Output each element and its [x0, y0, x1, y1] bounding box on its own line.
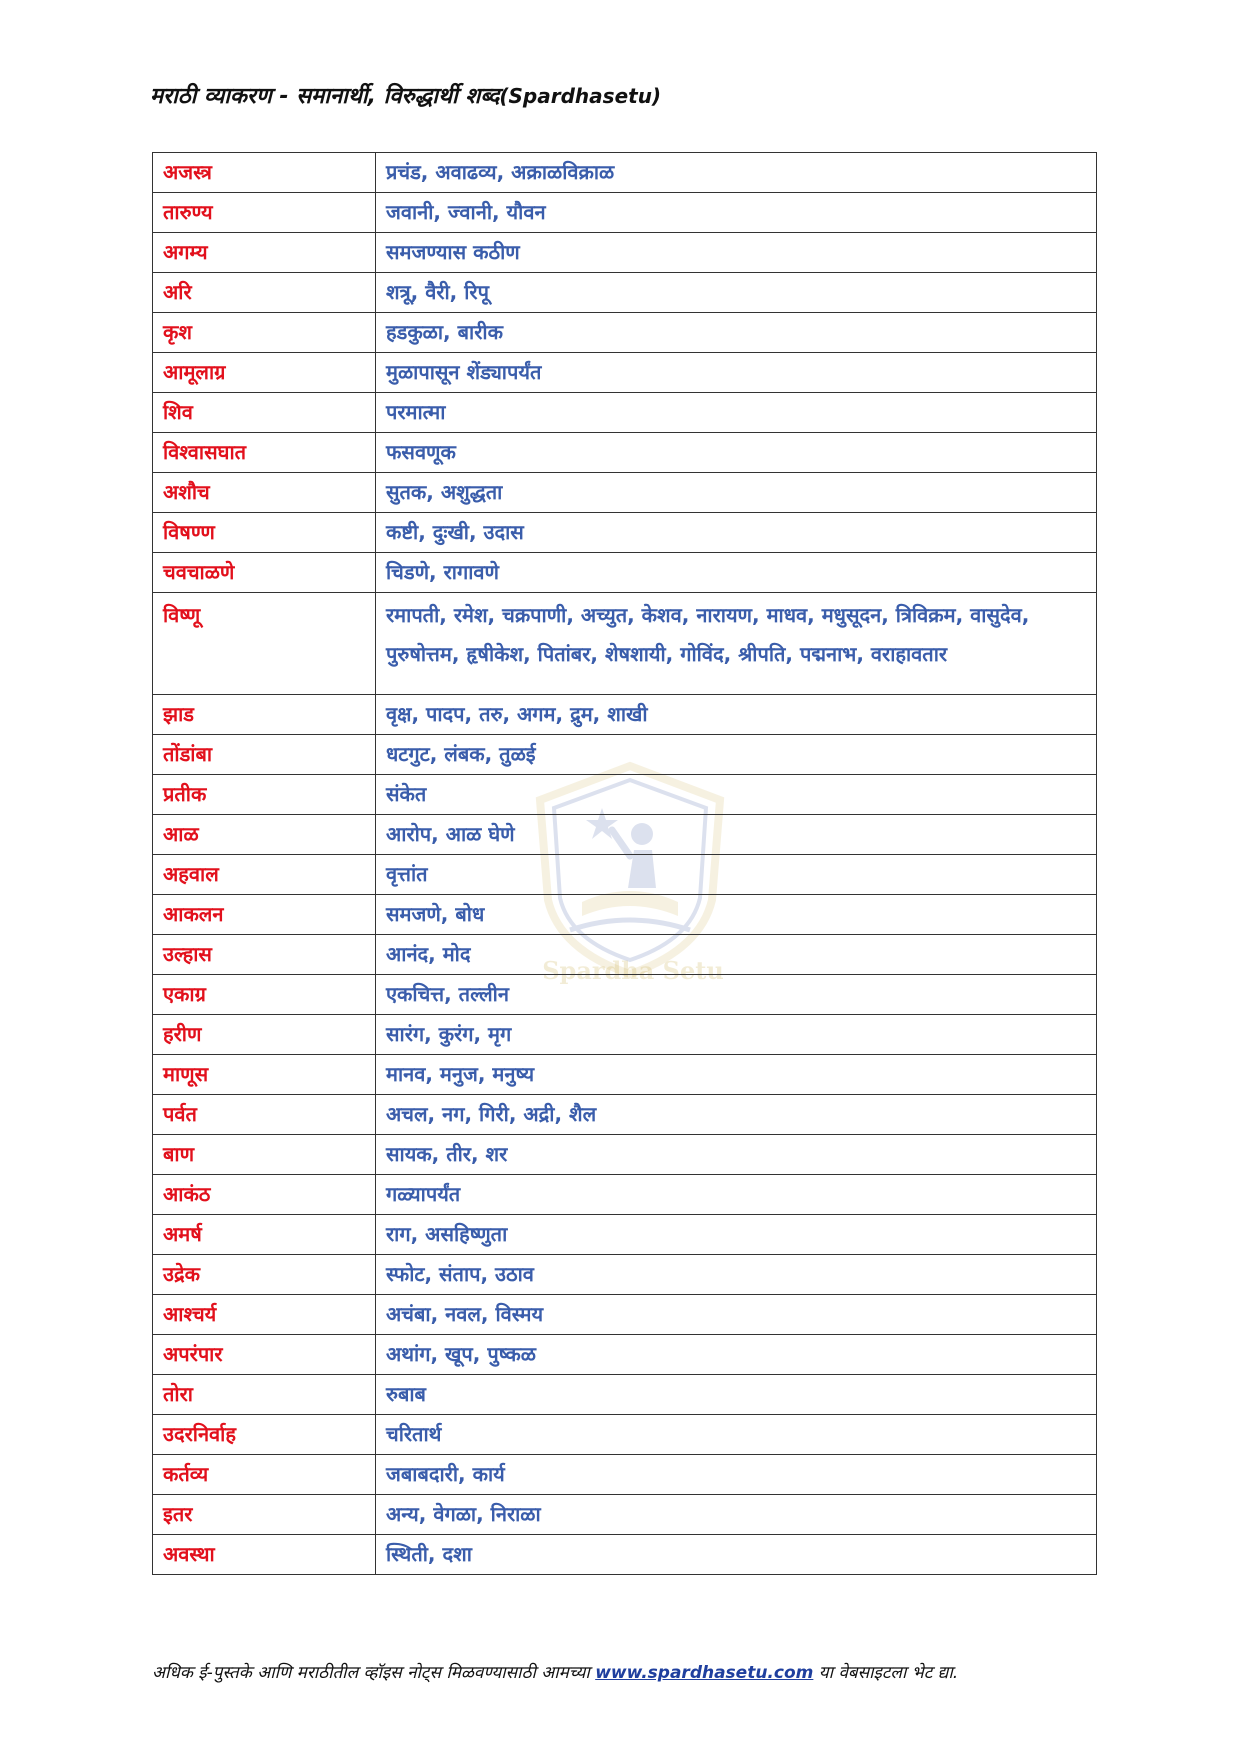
meaning-cell: कष्टी, दुःखी, उदास — [376, 513, 1097, 553]
word-cell: प्रतीक — [153, 775, 376, 815]
page-title-suffix: (Spardhasetu) — [499, 84, 662, 108]
meaning-cell: चरितार्थ — [376, 1415, 1097, 1455]
table-row — [153, 735, 1097, 775]
meaning-cell: अचंबा, नवल, विस्मय — [376, 1295, 1097, 1335]
meaning-cell: आरोप, आळ घेणे — [376, 815, 1097, 855]
table-row — [153, 1055, 1097, 1095]
meaning-cell: अन्य, वेगळा, निराळा — [376, 1495, 1097, 1535]
word-cell: उदरनिर्वाह — [153, 1415, 376, 1455]
meaning-cell: चिडणे, रागावणे — [376, 553, 1097, 593]
word-cell: कर्तव्य — [153, 1455, 376, 1495]
table-row — [153, 1455, 1097, 1495]
meaning-cell: धटगुट, लंबक, तुळई — [376, 735, 1097, 775]
meaning-cell: आनंद, मोद — [376, 935, 1097, 975]
meaning-cell: रमापती, रमेश, चक्रपाणी, अच्युत, केशव, नारायण, माधव, मधुसूदन, त्रिविक्रम, वासुदेव, पुरुषोत्तम, हृषीकेश, पितांबर, शेषशायी, गोविंद, श्रीपति, पद्मनाभ, वराहावतार — [376, 593, 1097, 695]
table-row — [153, 553, 1097, 593]
word-cell: हरीण — [153, 1015, 376, 1055]
footer-text-before: अधिक ई-पुस्तके आणि मराठीतील व्हॉइस नोट्स मिळवण्यासाठी आमच्या — [152, 1663, 596, 1683]
meaning-cell: सुतक, अशुद्धता — [376, 473, 1097, 513]
watermark-text: Spardha Setu — [542, 956, 724, 985]
word-cell: आकंठ — [153, 1175, 376, 1215]
meaning-cell: गळ्यापर्यंत — [376, 1175, 1097, 1215]
table-row — [153, 935, 1097, 975]
synonym-table — [152, 152, 1097, 1575]
table-row — [153, 513, 1097, 553]
meaning-cell: परमात्मा — [376, 393, 1097, 433]
word-cell: विषण्ण — [153, 513, 376, 553]
meaning-cell: जवानी, ज्वानी, यौवन — [376, 193, 1097, 233]
word-cell: बाण — [153, 1135, 376, 1175]
table-row — [153, 1175, 1097, 1215]
word-cell: अपरंपार — [153, 1335, 376, 1375]
meaning-cell: शत्रू, वैरी, रिपू — [376, 273, 1097, 313]
meaning-cell: संकेत — [376, 775, 1097, 815]
meaning-cell: प्रचंड, अवाढव्य, अक्राळविक्राळ — [376, 153, 1097, 193]
word-cell: आश्चर्य — [153, 1295, 376, 1335]
word-cell: एकाग्र — [153, 975, 376, 1015]
table-row — [153, 433, 1097, 473]
word-cell: तोरा — [153, 1375, 376, 1415]
table-row — [153, 153, 1097, 193]
meaning-cell: समजणे, बोध — [376, 895, 1097, 935]
word-cell: अजस्त्र — [153, 153, 376, 193]
word-cell: आळ — [153, 815, 376, 855]
table-row — [153, 593, 1097, 695]
word-cell: तोंडांबा — [153, 735, 376, 775]
table-row — [153, 1335, 1097, 1375]
meaning-cell: जबाबदारी, कार्य — [376, 1455, 1097, 1495]
table-row — [153, 975, 1097, 1015]
word-cell: अशौच — [153, 473, 376, 513]
word-cell: विष्णू — [153, 593, 376, 695]
meaning-cell: सारंग, कुरंग, मृग — [376, 1015, 1097, 1055]
word-cell: चवचाळणे — [153, 553, 376, 593]
meaning-cell: वृत्तांत — [376, 855, 1097, 895]
meaning-cell: सायक, तीर, शर — [376, 1135, 1097, 1175]
table-row — [153, 1295, 1097, 1335]
table-row — [153, 1255, 1097, 1295]
word-cell: पर्वत — [153, 1095, 376, 1135]
word-cell: उल्हास — [153, 935, 376, 975]
table-row — [153, 393, 1097, 433]
table-row — [153, 473, 1097, 513]
table-row — [153, 1495, 1097, 1535]
meaning-cell: मुळापासून शेंड्यापर्यंत — [376, 353, 1097, 393]
word-cell: अरि — [153, 273, 376, 313]
table-row — [153, 313, 1097, 353]
meaning-cell: राग, असहिष्णुता — [376, 1215, 1097, 1255]
meaning-cell: स्फोट, संताप, उठाव — [376, 1255, 1097, 1295]
word-cell: विश्वासघात — [153, 433, 376, 473]
table-row — [153, 1375, 1097, 1415]
word-cell: तारुण्य — [153, 193, 376, 233]
word-cell: अमर्ष — [153, 1215, 376, 1255]
word-cell: आमूलाग्र — [153, 353, 376, 393]
meaning-cell: मानव, मनुज, मनुष्य — [376, 1055, 1097, 1095]
word-cell: अवस्था — [153, 1535, 376, 1575]
footer — [152, 1660, 1097, 1683]
table-row — [153, 775, 1097, 815]
meaning-cell: अचल, नग, गिरी, अद्री, शैल — [376, 1095, 1097, 1135]
table-row — [153, 233, 1097, 273]
table-row — [153, 695, 1097, 735]
meaning-cell: वृक्ष, पादप, तरु, अगम, द्रुम, शाखी — [376, 695, 1097, 735]
table-row — [153, 1135, 1097, 1175]
table-row — [153, 273, 1097, 313]
word-cell: अहवाल — [153, 855, 376, 895]
meaning-cell: फसवणूक — [376, 433, 1097, 473]
synonym-table-body — [153, 153, 1097, 1575]
word-cell: इतर — [153, 1495, 376, 1535]
table-row — [153, 1215, 1097, 1255]
page-title — [150, 80, 661, 110]
word-cell: कृश — [153, 313, 376, 353]
table-row — [153, 1535, 1097, 1575]
table-row — [153, 855, 1097, 895]
table-row — [153, 193, 1097, 233]
meaning-cell: अथांग, खूप, पुष्कळ — [376, 1335, 1097, 1375]
meaning-cell: स्थिती, दशा — [376, 1535, 1097, 1575]
page-title-main: मराठी व्याकरण - समानार्थी, विरुद्धार्थी शब्द — [150, 84, 500, 109]
meaning-cell: समजण्यास कठीण — [376, 233, 1097, 273]
word-cell: झाड — [153, 695, 376, 735]
table-row — [153, 1015, 1097, 1055]
table-row — [153, 353, 1097, 393]
meaning-cell: एकचित्त, तल्लीन — [376, 975, 1097, 1015]
table-row — [153, 895, 1097, 935]
word-cell: माणूस — [153, 1055, 376, 1095]
table-row — [153, 1415, 1097, 1455]
meaning-cell: रुबाब — [376, 1375, 1097, 1415]
footer-text-after: या वेबसाइटला भेट द्या. — [813, 1663, 959, 1683]
table-row — [153, 1095, 1097, 1135]
word-cell: अगम्य — [153, 233, 376, 273]
table-row — [153, 815, 1097, 855]
word-cell: आकलन — [153, 895, 376, 935]
word-cell: उद्रेक — [153, 1255, 376, 1295]
word-cell: शिव — [153, 393, 376, 433]
website-link[interactable]: www.spardhasetu.com — [595, 1663, 814, 1683]
meaning-cell: हडकुळा, बारीक — [376, 313, 1097, 353]
